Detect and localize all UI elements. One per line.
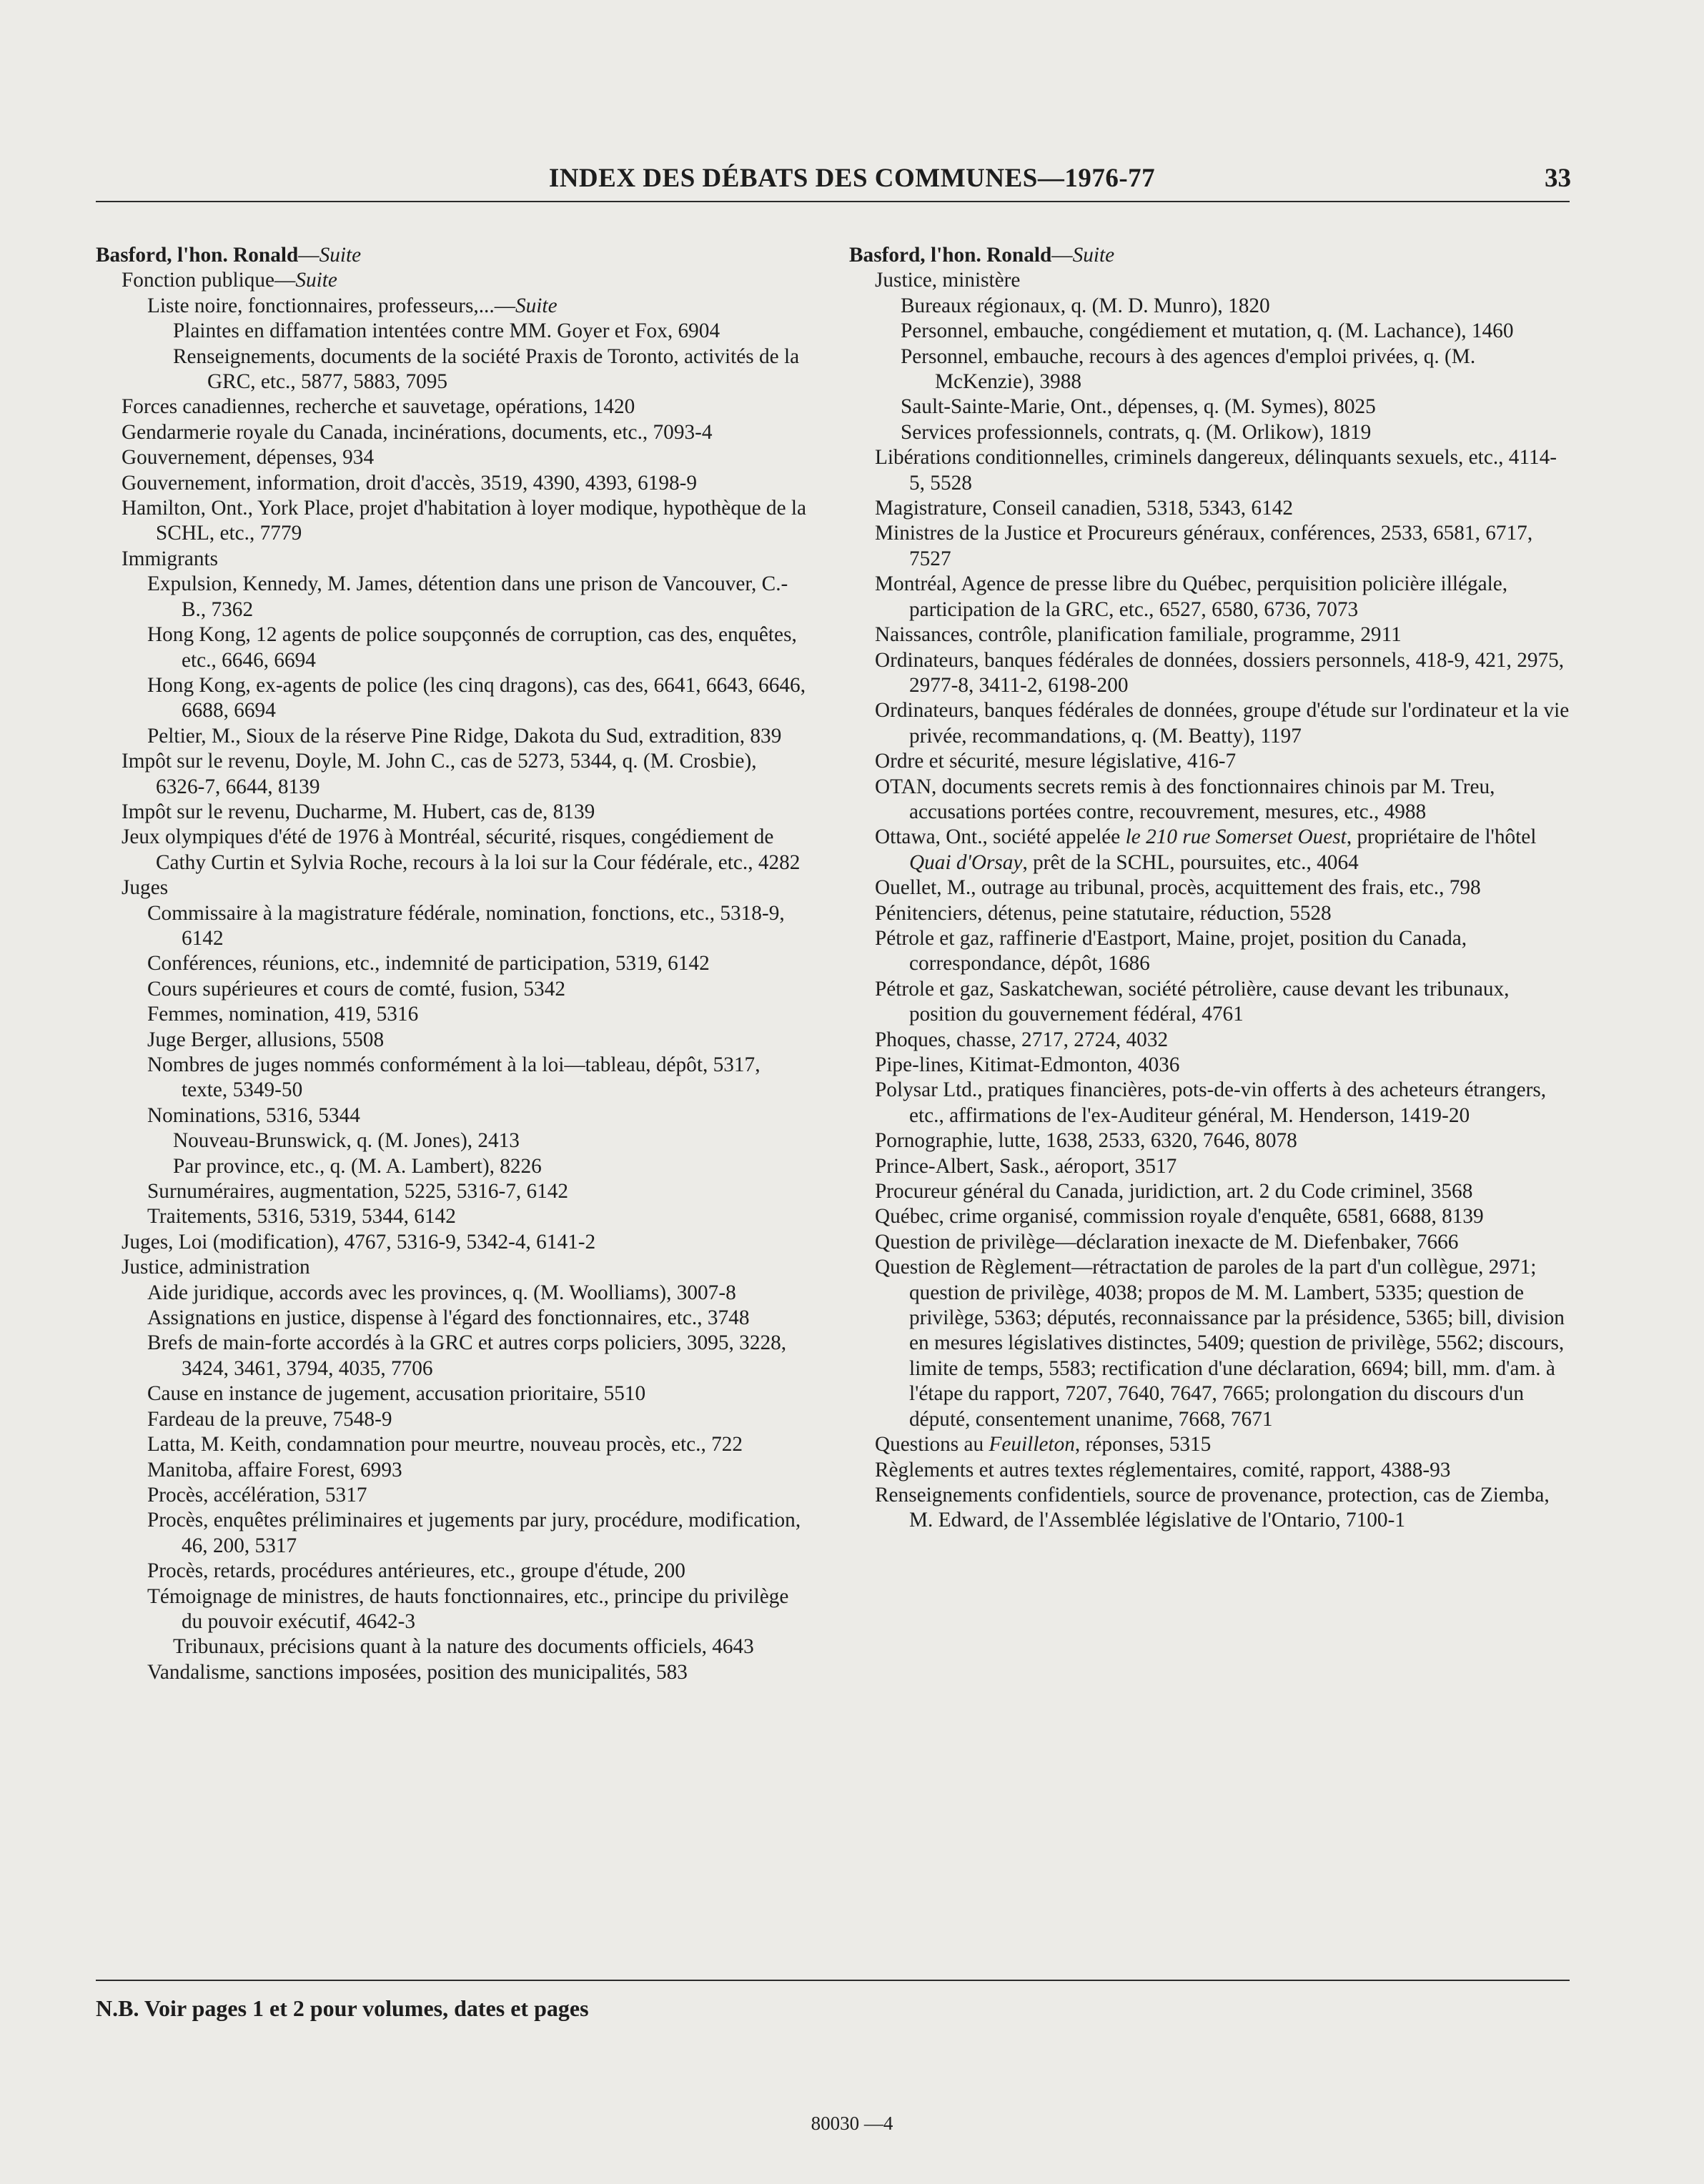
entry-text: Naissances, contrôle, planification familiale, programme, 2911 <box>875 623 1402 647</box>
entry-text: Questions au <box>875 1433 989 1456</box>
index-entry <box>96 749 811 800</box>
index-entry <box>96 1584 811 1635</box>
index-entry <box>849 1078 1570 1128</box>
footnote: N.B. Voir pages 1 et 2 pour volumes, dates et pages <box>96 1995 589 2021</box>
entry-text: Justice, ministère <box>875 269 1021 292</box>
index-entry <box>849 698 1570 749</box>
index-heading <box>96 243 811 268</box>
entry-text: Procureur général du Canada, juridiction, art. 2 du Code criminel, 3568 <box>875 1180 1473 1203</box>
index-entry <box>96 1179 811 1204</box>
entry-text: Québec, crime organisé, commission royale d'enquête, 6581, 6688, 8139 <box>875 1205 1484 1228</box>
index-entry <box>849 1028 1570 1053</box>
entry-text: Conférences, réunions, etc., indemnité de participation, 5319, 6142 <box>147 952 710 976</box>
entry-text: Gouvernement, information, droit d'accès, 3519, 4390, 4393, 6198-9 <box>122 471 698 495</box>
entry-text: Ordre et sécurité, mesure législative, 416-7 <box>875 750 1237 773</box>
entry-text: Fonction publique— <box>122 269 296 292</box>
entry-text: Suite <box>319 244 362 267</box>
index-entry <box>96 1331 811 1381</box>
index-entry <box>849 1053 1570 1078</box>
index-entry <box>96 1458 811 1483</box>
entry-text: Femmes, nomination, 419, 5316 <box>147 1003 419 1026</box>
index-entry <box>849 977 1570 1028</box>
entry-text: Traitements, 5316, 5319, 5344, 6142 <box>147 1205 456 1228</box>
entry-text: Hong Kong, 12 agents de police soupçonnés de corruption, cas des, enquêtes, etc., 6646, 6694 <box>147 623 797 672</box>
index-entry <box>96 1128 811 1153</box>
entry-text: Pipe-lines, Kitimat-Edmonton, 4036 <box>875 1053 1180 1076</box>
entry-text: Suite <box>295 269 337 292</box>
index-entry <box>96 1306 811 1331</box>
index-entry <box>849 294 1570 319</box>
entry-text: Expulsion, Kennedy, M. James, détention dans une prison de Vancouver, C.-B., 7362 <box>147 572 788 621</box>
index-entry <box>96 977 811 1002</box>
index-entry <box>849 1255 1570 1432</box>
entry-text: — <box>298 244 320 267</box>
entry-text: Gouvernement, dépenses, 934 <box>122 446 375 470</box>
entry-text: Quai d'Orsay <box>909 850 1023 874</box>
entry-text: Ottawa, Ont., société appelée <box>875 825 1126 849</box>
entry-text: Polysar Ltd., pratiques financières, pots-de-vin offerts à des acheteurs étrangers, etc., affirmations de l'ex-Auditeur général, M. Henderson, 1419-20 <box>875 1078 1547 1127</box>
entry-text: Règlements et autres textes réglementaires, comité, rapport, 4388-93 <box>875 1458 1451 1481</box>
entry-text: Personnel, embauche, recours à des agences d'emploi privées, q. (M. McKenzie), 3988 <box>901 344 1476 394</box>
entry-text: Manitoba, affaire Forest, 6993 <box>147 1458 402 1481</box>
index-entry <box>96 724 811 749</box>
index-entry <box>96 800 811 825</box>
print-code: 80030 —4 <box>811 2113 893 2134</box>
index-entry <box>96 825 811 875</box>
index-column-left <box>96 243 811 1685</box>
index-entry <box>96 344 811 395</box>
index-entry <box>96 1281 811 1306</box>
index-entry <box>96 1028 811 1053</box>
entry-text: Gendarmerie royale du Canada, incinérations, documents, etc., 7093-4 <box>122 420 713 444</box>
index-entry <box>849 1458 1570 1483</box>
entry-text: Feuilleton <box>989 1433 1075 1456</box>
entry-text: Brefs de main-forte accordés à la GRC et autres corps policiers, 3095, 3228, 3424, 3461, 3794, 4035, 7706 <box>147 1331 787 1380</box>
index-entry <box>96 901 811 952</box>
entry-text: Renseignements confidentiels, source de provenance, protection, cas de Ziemba, M. Edward, de l'Assemblée législative de l'Ontario, 7100-1 <box>875 1483 1550 1532</box>
footer-rule <box>96 1980 1570 1981</box>
index-entry <box>96 622 811 673</box>
index-entry <box>849 521 1570 572</box>
entry-text: OTAN, documents secrets remis à des fonctionnaires chinois par M. Treu, accusations portées contre, recouvrement, mesures, etc., 4988 <box>875 775 1495 823</box>
index-entry <box>96 1483 811 1508</box>
index-entry <box>96 1660 811 1685</box>
index-entry <box>849 648 1570 699</box>
entry-text: Procès, accélération, 5317 <box>147 1483 367 1507</box>
index-entry <box>849 1230 1570 1255</box>
entry-text: Ministres de la Justice et Procureurs généraux, conférences, 2533, 6581, 6717, 7527 <box>875 522 1533 570</box>
entry-text: Liste noire, fonctionnaires, professeurs,...— <box>147 294 515 317</box>
entry-text: Nombres de juges nommés conformément à la loi—tableau, dépôt, 5317, texte, 5349-50 <box>147 1053 761 1102</box>
index-entry <box>96 1381 811 1406</box>
index-entry <box>96 1508 811 1559</box>
index-entry <box>849 775 1570 825</box>
index-entry <box>96 1407 811 1432</box>
index-entry <box>96 951 811 976</box>
entry-text: Surnuméraires, augmentation, 5225, 5316-7, 6142 <box>147 1180 569 1203</box>
index-entry <box>96 1154 811 1179</box>
index-entry <box>849 1128 1570 1153</box>
entry-text: Bureaux régionaux, q. (M. D. Munro), 1820 <box>901 294 1270 317</box>
index-entry <box>849 1432 1570 1457</box>
index-entry <box>849 622 1570 647</box>
entry-text: Question de privilège—déclaration inexacte de M. Diefenbaker, 7666 <box>875 1230 1459 1254</box>
index-entry <box>96 875 811 900</box>
entry-text: Justice, administration <box>122 1256 310 1279</box>
index-entry <box>849 496 1570 521</box>
entry-text: Basford, l'hon. Ronald <box>849 244 1052 267</box>
index-entry <box>96 1230 811 1255</box>
entry-text: Magistrature, Conseil canadien, 5318, 5343, 6142 <box>875 497 1294 520</box>
entry-text: Question de Règlement—rétractation de paroles de la part d'un collègue, 2971; question de privilège, 4038; propos de M. M. Lambert, 5335; question de privilège, 5363; députés, reconnaissance par la présidence, 5365; bill, division en mesures législatives distinctes, 5409; question de privilège, 5562; discours, limite de temps, 5583; rectification d'une déclaration, 6694; bill, mm. d'am. à l'étape du rapport, 7207, 7640, 7647, 7665; prolongation du discours d'un député, consentement unanime, 7668, 7671 <box>875 1256 1565 1431</box>
index-entry <box>96 394 811 420</box>
header-rule <box>96 201 1570 202</box>
entry-text: Pétrole et gaz, raffinerie d'Eastport, Maine, projet, position du Canada, correspondance, dépôt, 1686 <box>875 926 1467 976</box>
index-entry <box>96 547 811 572</box>
entry-text: le 210 rue Somerset Ouest <box>1125 825 1347 849</box>
entry-text: Commissaire à la magistrature fédérale, nomination, fonctions, etc., 5318-9, 6142 <box>147 901 785 950</box>
index-entry <box>96 1559 811 1584</box>
entry-text: Suite <box>1072 244 1115 267</box>
index-entry <box>849 394 1570 420</box>
entry-text: Témoignage de ministres, de hauts fonctionnaires, etc., principe du privilège du pouvoir exécutif, 4642-3 <box>147 1584 789 1633</box>
entry-text: Tribunaux, précisions quant à la nature des documents officiels, 4643 <box>173 1635 754 1659</box>
index-entry <box>96 445 811 470</box>
index-entry <box>96 1053 811 1103</box>
index-entry <box>96 319 811 344</box>
index-entry <box>96 1002 811 1027</box>
entry-text: Peltier, M., Sioux de la réserve Pine Ridge, Dakota du Sud, extradition, 839 <box>147 724 782 748</box>
entry-text: Renseignements, documents de la société Praxis de Toronto, activités de la GRC, etc., 5877, 5883, 7095 <box>173 344 800 394</box>
index-entry <box>96 572 811 622</box>
index-entry <box>96 1634 811 1659</box>
entry-text: Fardeau de la preuve, 7548-9 <box>147 1407 392 1431</box>
index-entry <box>96 471 811 496</box>
index-entry <box>96 420 811 445</box>
entry-text: Personnel, embauche, congédiement et mutation, q. (M. Lachance), 1460 <box>901 319 1514 343</box>
index-entry <box>849 875 1570 900</box>
index-entry <box>849 344 1570 395</box>
index-entry <box>849 1204 1570 1229</box>
index-entry <box>849 1179 1570 1204</box>
entry-text: Juge Berger, allusions, 5508 <box>147 1028 385 1051</box>
index-entry <box>849 901 1570 926</box>
entry-text: Immigrants <box>122 547 219 570</box>
index-entry <box>849 749 1570 774</box>
page-title: INDEX DES DÉBATS DES COMMUNES—1976-77 <box>548 164 1156 193</box>
entry-text: Latta, M. Keith, condamnation pour meurtre, nouveau procès, etc., 722 <box>147 1433 743 1456</box>
entry-text: Pornographie, lutte, 1638, 2533, 6320, 7646, 8078 <box>875 1129 1297 1153</box>
entry-text: Aide juridique, accords avec les provinces, q. (M. Woolliams), 3007-8 <box>147 1281 736 1304</box>
entry-text: Vandalisme, sanctions imposées, position des municipalités, 583 <box>147 1660 688 1684</box>
entry-text: Assignations en justice, dispense à l'égard des fonctionnaires, etc., 3748 <box>147 1306 750 1330</box>
entry-text: Nouveau-Brunswick, q. (M. Jones), 2413 <box>173 1129 520 1153</box>
entry-text: Libérations conditionnelles, criminels dangereux, délinquants sexuels, etc., 4114-5, 5528 <box>875 446 1557 495</box>
entry-text: — <box>1051 244 1073 267</box>
entry-text: Nominations, 5316, 5344 <box>147 1103 360 1127</box>
entry-text: Pénitenciers, détenus, peine statutaire, réduction, 5528 <box>875 901 1332 925</box>
entry-text: Juges, Loi (modification), 4767, 5316-9, 5342-4, 6141-2 <box>122 1230 596 1254</box>
entry-text: Suite <box>515 294 558 317</box>
entry-text: Montréal, Agence de presse libre du Québec, perquisition policière illégale, participation de la GRC, etc., 6527, 6580, 6736, 7073 <box>875 572 1508 621</box>
entry-text: Cause en instance de jugement, accusation prioritaire, 5510 <box>147 1382 646 1406</box>
index-entry <box>96 496 811 547</box>
index-entry <box>849 319 1570 344</box>
index-entry <box>849 268 1570 293</box>
index-entry <box>96 1255 811 1280</box>
index-entry <box>96 673 811 724</box>
entry-text: Basford, l'hon. Ronald <box>96 244 299 267</box>
entry-text: , prêt de la SCHL, poursuites, etc., 4064 <box>1022 850 1359 874</box>
index-entry <box>849 1483 1570 1534</box>
index-entry <box>849 1154 1570 1179</box>
entry-text: Hamilton, Ont., York Place, projet d'habitation à loyer modique, hypothèque de la SCHL, etc., 7779 <box>122 497 807 545</box>
entry-text: Prince-Albert, Sask., aéroport, 3517 <box>875 1154 1177 1178</box>
page-number: 33 <box>1545 164 1571 193</box>
entry-text: Ouellet, M., outrage au tribunal, procès, acquittement des frais, etc., 798 <box>875 876 1481 900</box>
index-entry <box>849 825 1570 875</box>
index-entry <box>849 572 1570 622</box>
entry-text: , réponses, 5315 <box>1074 1433 1212 1456</box>
entry-text: Procès, retards, procédures antérieures, etc., groupe d'étude, 200 <box>147 1559 685 1583</box>
entry-text: Services professionnels, contrats, q. (M. Orlikow), 1819 <box>901 420 1372 444</box>
entry-text: Ordinateurs, banques fédérales de données, groupe d'étude sur l'ordinateur et la vie privée, recommandations, q. (M. Beatty), 1197 <box>875 699 1570 748</box>
entry-text: Forces canadiennes, recherche et sauvetage, opérations, 1420 <box>122 395 635 419</box>
index-entry <box>849 420 1570 445</box>
index-entry <box>96 294 811 319</box>
index-entry <box>849 445 1570 496</box>
entry-text: Plaintes en diffamation intentées contre MM. Goyer et Fox, 6904 <box>173 319 720 343</box>
entry-text: Juges <box>122 876 169 900</box>
entry-text: Par province, etc., q. (M. A. Lambert), 8226 <box>173 1154 542 1178</box>
entry-text: Jeux olympiques d'été de 1976 à Montréal, sécurité, risques, congédiement de Cathy Curtin et Sylvia Roche, recours à la loi sur la Cour fédérale, etc., 4282 <box>122 825 801 874</box>
entry-text: Cours supérieures et cours de comté, fusion, 5342 <box>147 977 565 1001</box>
index-entry <box>96 1204 811 1229</box>
entry-text: Impôt sur le revenu, Ducharme, M. Hubert, cas de, 8139 <box>122 800 595 823</box>
index-entry <box>96 1432 811 1457</box>
entry-text: Phoques, chasse, 2717, 2724, 4032 <box>875 1028 1169 1051</box>
entry-text: Ordinateurs, banques fédérales de données, dossiers personnels, 418-9, 421, 2975, 2977-8, 3411-2, 6198-200 <box>875 648 1565 697</box>
index-entry <box>849 926 1570 977</box>
entry-text: Hong Kong, ex-agents de police (les cinq dragons), cas des, 6641, 6643, 6646, 6688, 6694 <box>147 673 806 723</box>
index-heading <box>849 243 1570 268</box>
entry-text: Pétrole et gaz, Saskatchewan, société pétrolière, cause devant les tribunaux, position du gouvernement fédéral, 4761 <box>875 977 1510 1026</box>
entry-text: Procès, enquêtes préliminaires et jugements par jury, procédure, modification, 46, 200, 5317 <box>147 1509 801 1557</box>
index-entry <box>96 268 811 293</box>
entry-text: Sault-Sainte-Marie, Ont., dépenses, q. (M. Symes), 8025 <box>901 395 1376 419</box>
index-column-right <box>849 243 1570 1534</box>
entry-text: , propriétaire de l'hôtel <box>1346 825 1537 849</box>
index-entry <box>96 1103 811 1128</box>
entry-text: Impôt sur le revenu, Doyle, M. John C., cas de 5273, 5344, q. (M. Crosbie), 6326-7, 6644, 8139 <box>122 750 757 798</box>
